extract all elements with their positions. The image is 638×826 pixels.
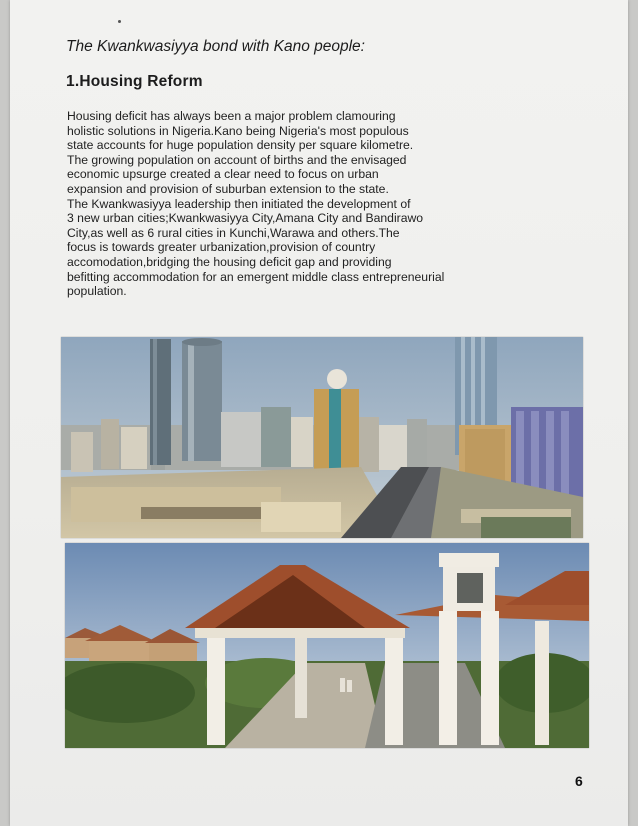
body-line: expansion and provision of suburban extension to the state. (67, 181, 389, 196)
body-line: economic upsurge created a clear need to focus on urban (67, 167, 379, 182)
page-number: 6 (575, 773, 583, 789)
page-mark (118, 20, 121, 23)
city-skyline-illustration (61, 337, 583, 538)
body-line: City,as well as 6 rural cities in Kunchi,Warawa and others.The (67, 225, 400, 240)
body-line: Housing deficit has always been a major problem clamouring (67, 109, 396, 123)
document-page (10, 0, 628, 826)
housing-estate-illustration (65, 543, 589, 748)
body-line: 3 new urban cities;Kwankwasiyya City,Amana City and Bandirawo (67, 211, 424, 226)
body-line: befitting accommodation for an emergent middle class entrepreneurial (67, 269, 445, 284)
city-skyline-photo (61, 337, 583, 538)
body-line: focus is towards greater urbanization,provision of country (67, 240, 376, 255)
body-line: state accounts for huge population density per square kilometre. (67, 138, 414, 153)
page-header: The Kwankwasiyya bond with Kano people: (66, 38, 365, 55)
body-line: The Kwankwasiyya leadership then initiated the development of (67, 196, 411, 211)
housing-estate-photo (65, 543, 589, 748)
body-line: holistic solutions in Nigeria.Kano being Nigeria's most populous (67, 123, 409, 138)
section-body (67, 109, 497, 299)
body-line: population. (67, 284, 127, 299)
body-line: The growing population on account of births and the envisaged (67, 152, 407, 167)
section-title: 1.Housing Reform (66, 73, 203, 90)
body-line: accomodation,bridging the housing deficit gap and providing (67, 254, 392, 269)
